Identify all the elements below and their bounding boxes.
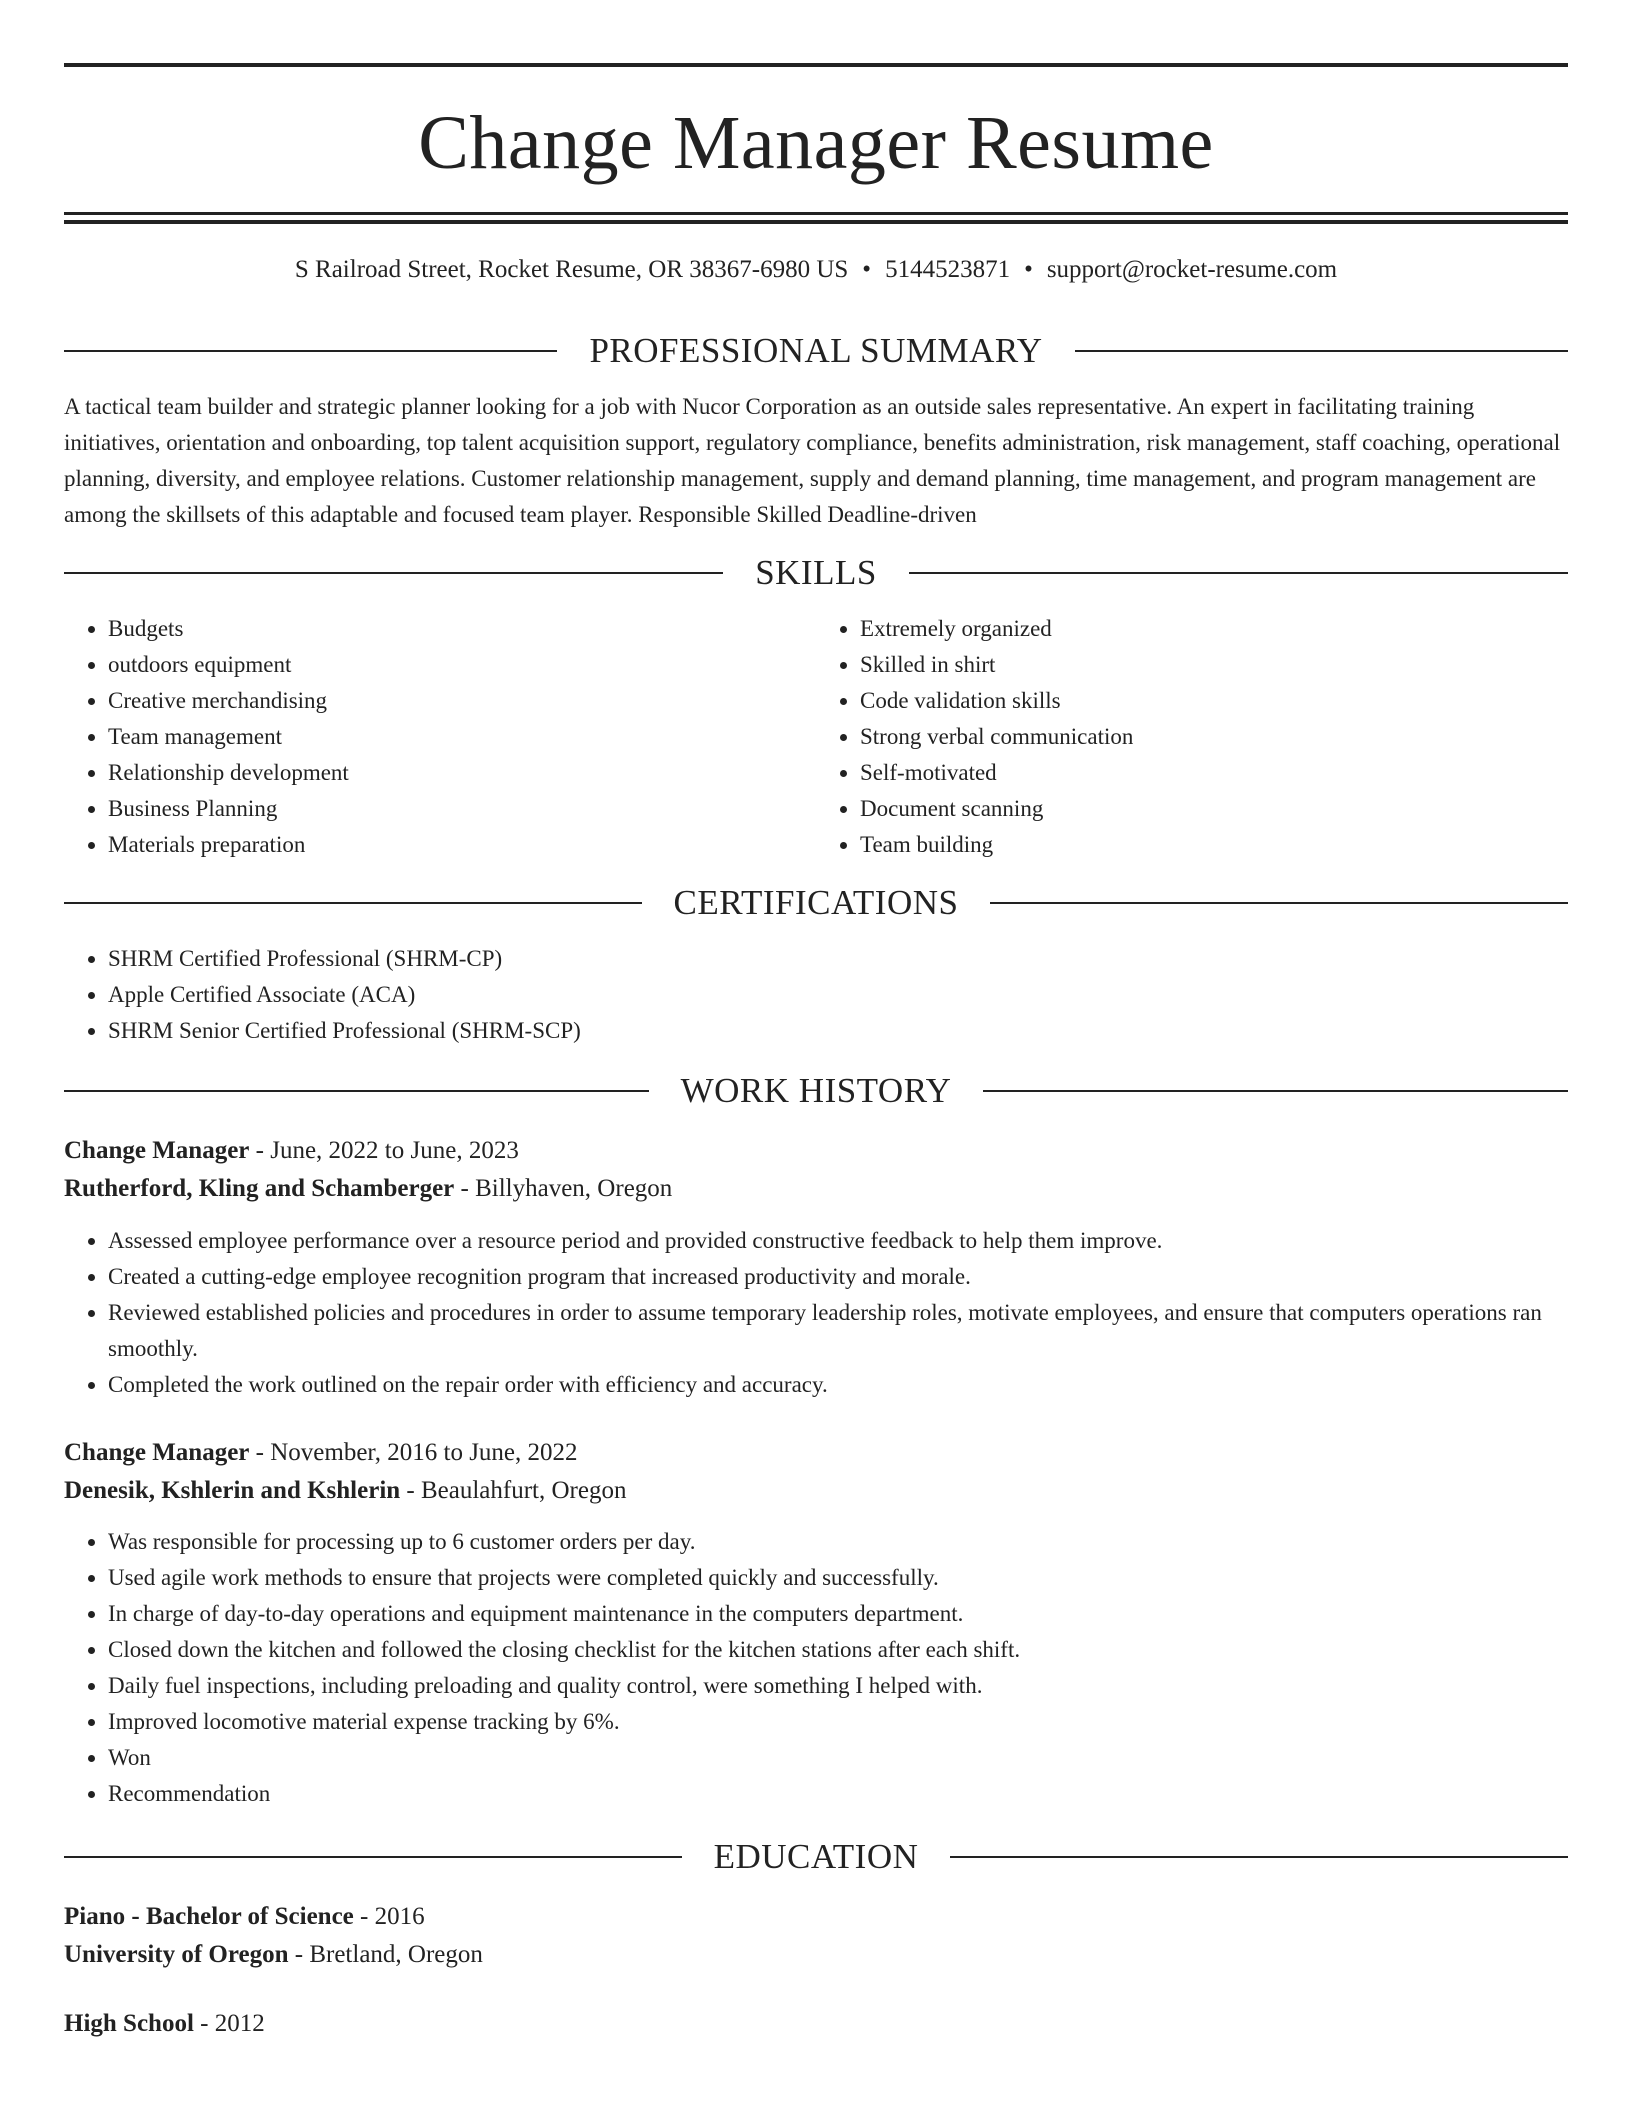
- education-heading-label: EDUCATION: [713, 1837, 919, 1876]
- education-school-line: [64, 1936, 1568, 1974]
- contact-email: support@rocket-resume.com: [1046, 256, 1338, 283]
- contact-separator: •: [862, 256, 872, 283]
- education-entry: [64, 2005, 1568, 2043]
- skills-column-left: [64, 611, 816, 863]
- job-bullet: • Created a cutting-edge employee recognition program that increased productivity and morale.: [108, 1259, 1568, 1295]
- contact-separator: •: [1024, 256, 1033, 283]
- job-company: Denesik, Kshlerin and Kshlerin: [64, 1477, 401, 1504]
- certification-item: • SHRM Certified Professional (SHRM-CP): [108, 941, 1568, 977]
- job-dates: - June, 2022 to June, 2023: [249, 1137, 519, 1164]
- education-year: - 2012: [193, 2010, 265, 2037]
- summary-text: A tactical team builder and strategic planner looking for a job with Nucor Corporation as an outside sales representative. An expert in facilitating training initiatives, orientation and onboarding, top talent acquisition support, regulatory compliance, benefits administration, risk management, staff coaching, operational planning, diversity, and employee relations. Customer relationship management, supply and demand planning, time management, and program management are among the skillsets of this adaptable and focused team player. Responsible Skilled Deadline-driven: [64, 394, 1561, 527]
- heading-rule-right: [950, 1856, 1568, 1858]
- job-company-line: [64, 1170, 1568, 1208]
- education-degree: Piano - Bachelor of Science: [64, 1903, 354, 1930]
- top-rule: [64, 63, 1568, 67]
- job-company-line: [64, 1472, 1568, 1510]
- job-title-line: [64, 1434, 1568, 1472]
- job-bullet: • Used agile work methods to ensure that projects were completed quickly and successfully.: [108, 1560, 1568, 1596]
- job-bullet: • In charge of day-to-day operations and equipment maintenance in the computers department.: [108, 1596, 1568, 1632]
- job-location: - Billyhaven, Oregon: [454, 1175, 673, 1202]
- job-bullet: • Assessed employee performance over a resource period and provided constructive feedback to help them improve.: [108, 1223, 1568, 1259]
- contact-line: [64, 255, 1568, 285]
- work-heading: [64, 1071, 1568, 1111]
- job-bullet: • Daily fuel inspections, including preloading and quality control, were something I helped with.: [108, 1668, 1568, 1704]
- skills-heading: [64, 553, 1568, 593]
- job-bullets: [64, 1524, 1568, 1812]
- education-heading: [64, 1837, 1568, 1877]
- skills-list: [64, 611, 1568, 863]
- job-entry: [64, 1434, 1568, 1812]
- resume-title: Change Manager Resume: [418, 101, 1214, 185]
- education-year: - 2016: [353, 1903, 425, 1930]
- skills-heading-label: SKILLS: [755, 553, 877, 592]
- skill-item: • Creative merchandising: [108, 683, 816, 719]
- job-bullet: • Was responsible for processing up to 6 customer orders per day.: [108, 1524, 1568, 1560]
- education-degree-line: [64, 2005, 1568, 2043]
- resume-page: [64, 0, 1568, 2043]
- job-title: Change Manager: [64, 1439, 250, 1466]
- education-school: University of Oregon: [64, 1941, 289, 1968]
- skill-item: • Business Planning: [108, 791, 816, 827]
- job-bullet: • Improved locomotive material expense tracking by 6%.: [108, 1704, 1568, 1740]
- skill-item: • Budgets: [108, 611, 816, 647]
- contact-address: S Railroad Street, Rocket Resume, OR 38367-6980 US: [294, 256, 849, 283]
- heading-rule-right: [1075, 350, 1568, 352]
- heading-rule-left: [64, 902, 642, 904]
- job-bullet: • Recommendation: [108, 1776, 1568, 1812]
- heading-rule-left: [64, 1856, 682, 1858]
- heading-rule-right: [990, 902, 1568, 904]
- job-title-line: [64, 1132, 1568, 1170]
- heading-rule-left: [64, 1090, 649, 1092]
- job-bullet: • Closed down the kitchen and followed the closing checklist for the kitchen stations after each shift.: [108, 1632, 1568, 1668]
- job-bullet: • Won: [108, 1740, 1568, 1776]
- job-title: Change Manager: [64, 1137, 250, 1164]
- summary-heading-label: PROFESSIONAL SUMMARY: [589, 331, 1043, 370]
- job-bullet: • Completed the work outlined on the repair order with efficiency and accuracy.: [108, 1367, 1568, 1403]
- skill-item: • Extremely organized: [860, 611, 1568, 647]
- heading-rule-left: [64, 350, 557, 352]
- summary-heading: [64, 331, 1568, 371]
- job-bullets: [64, 1223, 1568, 1403]
- skill-item: • Document scanning: [860, 791, 1568, 827]
- skill-item: • Team building: [860, 827, 1568, 863]
- skill-item: • Relationship development: [108, 755, 816, 791]
- education-entry: [64, 1898, 1568, 1974]
- skill-item: • Team management: [108, 719, 816, 755]
- skill-item: • Materials preparation: [108, 827, 816, 863]
- skill-item: • Self-motivated: [860, 755, 1568, 791]
- education-degree-line: [64, 1898, 1568, 1936]
- skills-column-right: [816, 611, 1568, 863]
- contact-phone: 5144523871: [885, 256, 1011, 283]
- job-dates: - November, 2016 to June, 2022: [249, 1439, 578, 1466]
- heading-rule-right: [983, 1090, 1568, 1092]
- job-entry: [64, 1132, 1568, 1403]
- heading-rule-right: [909, 572, 1568, 574]
- education-degree: High School: [64, 2010, 194, 2037]
- skill-item: • Strong verbal communication: [860, 719, 1568, 755]
- work-heading-label: WORK HISTORY: [680, 1071, 952, 1110]
- skill-item: • outdoors equipment: [108, 647, 816, 683]
- education-location: - Bretland, Oregon: [288, 1941, 483, 1968]
- certifications-heading: [64, 883, 1568, 923]
- skill-item: • Skilled in shirt: [860, 647, 1568, 683]
- title-double-rule: [64, 212, 1568, 224]
- certification-item: • Apple Certified Associate (ACA): [108, 977, 1568, 1013]
- heading-rule-left: [64, 572, 723, 574]
- job-location: - Beaulahfurt, Oregon: [400, 1477, 627, 1504]
- certifications-heading-label: CERTIFICATIONS: [673, 883, 959, 922]
- skill-item: • Code validation skills: [860, 683, 1568, 719]
- certification-item: • SHRM Senior Certified Professional (SHRM-SCP): [108, 1013, 1568, 1049]
- job-company: Rutherford, Kling and Schamberger: [64, 1175, 455, 1202]
- certifications-list: [64, 941, 1568, 1049]
- job-bullet: • Reviewed established policies and procedures in order to assume temporary leadership roles, motivate employees, and ensure that computers operations ran smoothly.: [108, 1295, 1568, 1367]
